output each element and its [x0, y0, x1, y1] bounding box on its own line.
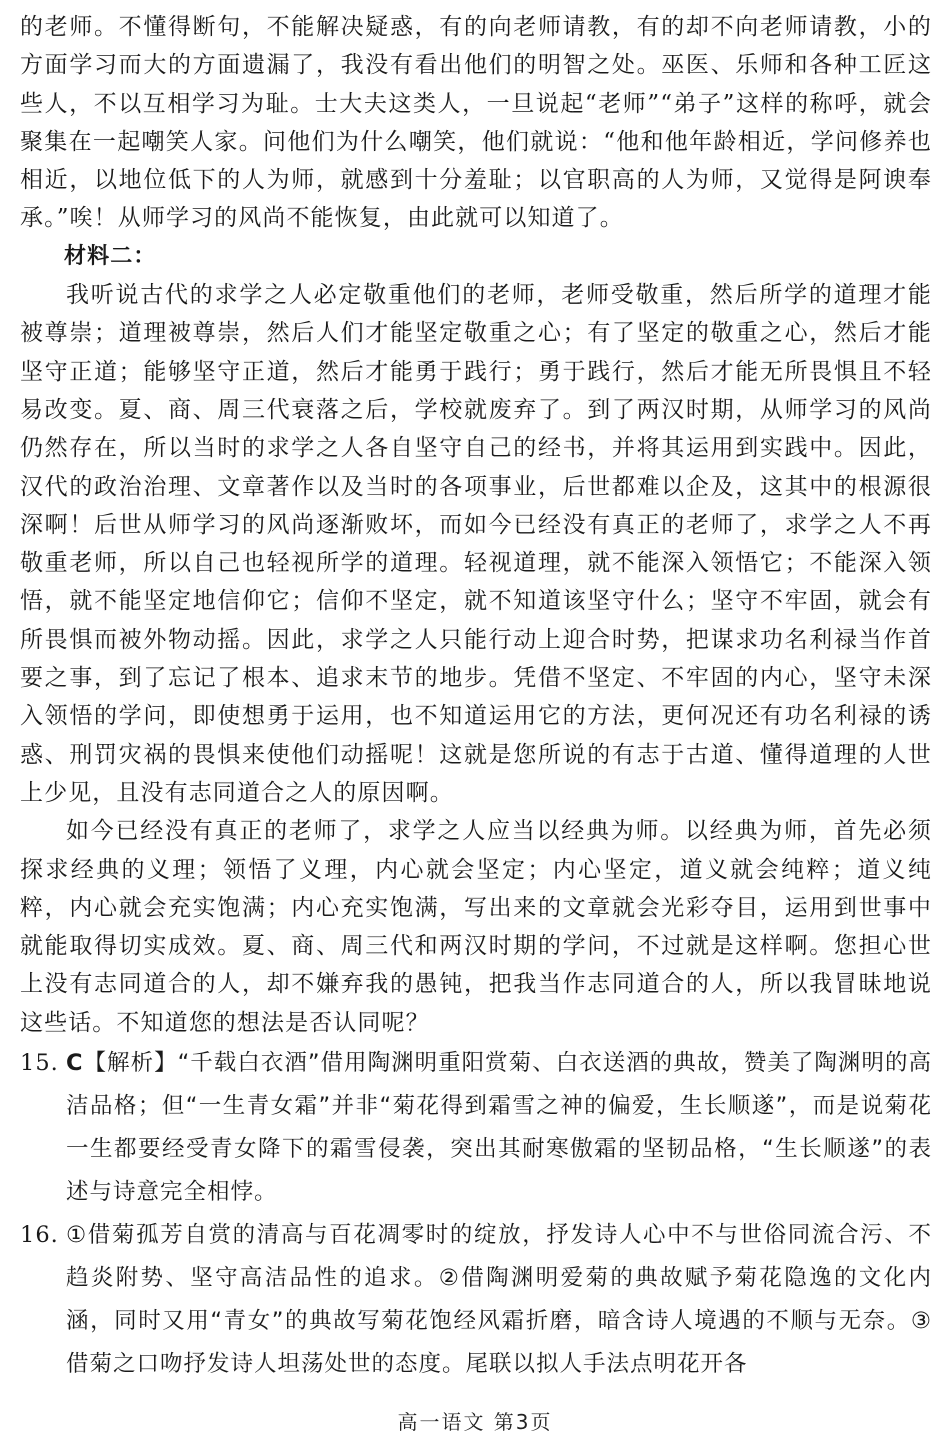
material2-paragraph-2: 如今已经没有真正的老师了，求学之人应当以经典为师。以经典为师，首先必须探求经典的义理；领悟了义理，内心就会坚定；内心坚定，道义就会纯粹；道义纯粹，内心就会充实饱满；内心充实饱满，写出来的文章就会光彩夺目，运用到世事中就能取得切实成效。夏、商、周三代和两汉时期的学问，不过就是这样啊。您担心世上没有志同道合的人，却不嫌弃我的愚钝，把我当作志同道合的人，所以我冒昧地说这些话。不知道您的想法是否认同呢？ — [20, 818, 932, 1036]
answer-text-block — [20, 8, 932, 1386]
material2-heading: 材料二： — [64, 243, 157, 269]
material1-continuation: 的老师。不懂得断句，不能解决疑惑，有的向老师请教，有的却不向老师请教，小的方面学习而大的方面遗漏了，我没有看出他们的明智之处。巫医、乐师和各种工匠这些人，不以互相学习为耻。士大夫这类人，一旦说起“老师”“弟子”这样的称呼，就会聚集在一起嘲笑人家。问他们为什么嘲笑，他们就说：“他和他年龄相近，学问修养也相近，以地位低下的人为师，就感到十分羞耻；以官职高的人为师，又觉得是阿谀奉承。”唉！从师学习的风尚不能恢复，由此就可以知道了。 — [20, 14, 932, 232]
question-15-analysis-tag: 【解析】 — [83, 1050, 178, 1077]
question-15 — [20, 1042, 932, 1214]
question-16-text: ①借菊孤芳自赏的清高与百花凋零时的绽放，抒发诗人心中不与世俗同流合污、不趋炎附势、坚守高洁品性的追求。②借陶渊明爱菊的典故赋予菊花隐逸的文化内涵，同时又用“青女”的典故写菊花饱经风霜折磨，暗含诗人境遇的不顺与无奈。③借菊之口吻抒发诗人坦荡处世的态度。尾联以拟人手法点明花开各 — [66, 1222, 932, 1378]
question-15-number: 15. — [20, 1050, 59, 1077]
question-16 — [20, 1214, 932, 1386]
material2-paragraph-1: 我听说古代的求学之人必定敬重他们的老师，老师受敬重，然后所学的道理才能被尊崇；道理被尊崇，然后人们才能坚定敬重之心；有了坚定的敬重之心，然后才能坚守正道；能够坚守正道，然后才能勇于践行；勇于践行，然后才能无所畏惧且不轻易改变。夏、商、周三代衰落之后，学校就废弃了。到了两汉时期，从师学习的风尚仍然存在，所以当时的求学之人各自坚守自己的经书，并将其运用到实践中。因此，汉代的政治治理、文章著作以及当时的各项事业，后世都难以企及，这其中的根源很深啊！后世从师学习的风尚逐渐败坏，而如今已经没有真正的老师了，求学之人不再敬重老师，所以自己也轻视所学的道理。轻视道理，就不能深入领悟它；不能深入领悟，就不能坚定地信仰它；信仰不坚定，就不知道该坚守什么；坚守不牢固，就会有所畏惧而被外物动摇。因此，求学之人只能行动上迎合时势，把谋求功名利禄当作首要之事，到了忘记了根本、追求末节的地步。凭借不坚定、不牢固的内心，坚守未深入领悟的学问，即使想勇于运用，也不知道运用它的方法，更何况还有功名利禄的诱惑、刑罚灾祸的畏惧来使他们动摇呢！这就是您所说的有志于古道、懂得道理的人世上少见，且没有志同道合之人的原因啊。 — [20, 282, 932, 806]
page-footer: 高一语文 第3页 — [397, 1410, 553, 1434]
question-16-number: 16. — [20, 1222, 59, 1249]
question-15-text: “千载白衣酒”借用陶渊明重阳赏菊、白衣送酒的典故，赞美了陶渊明的高洁品格；但“一生青女霜”并非“菊花得到霜雪之神的偏爱，生长顺遂”，而是说菊花一生都要经受青女降下的霜雪侵袭，突出其耐寒傲霜的坚韧品格，“生长顺遂”的表述与诗意完全相悖。 — [66, 1050, 932, 1206]
question-15-answer: C — [66, 1050, 84, 1077]
